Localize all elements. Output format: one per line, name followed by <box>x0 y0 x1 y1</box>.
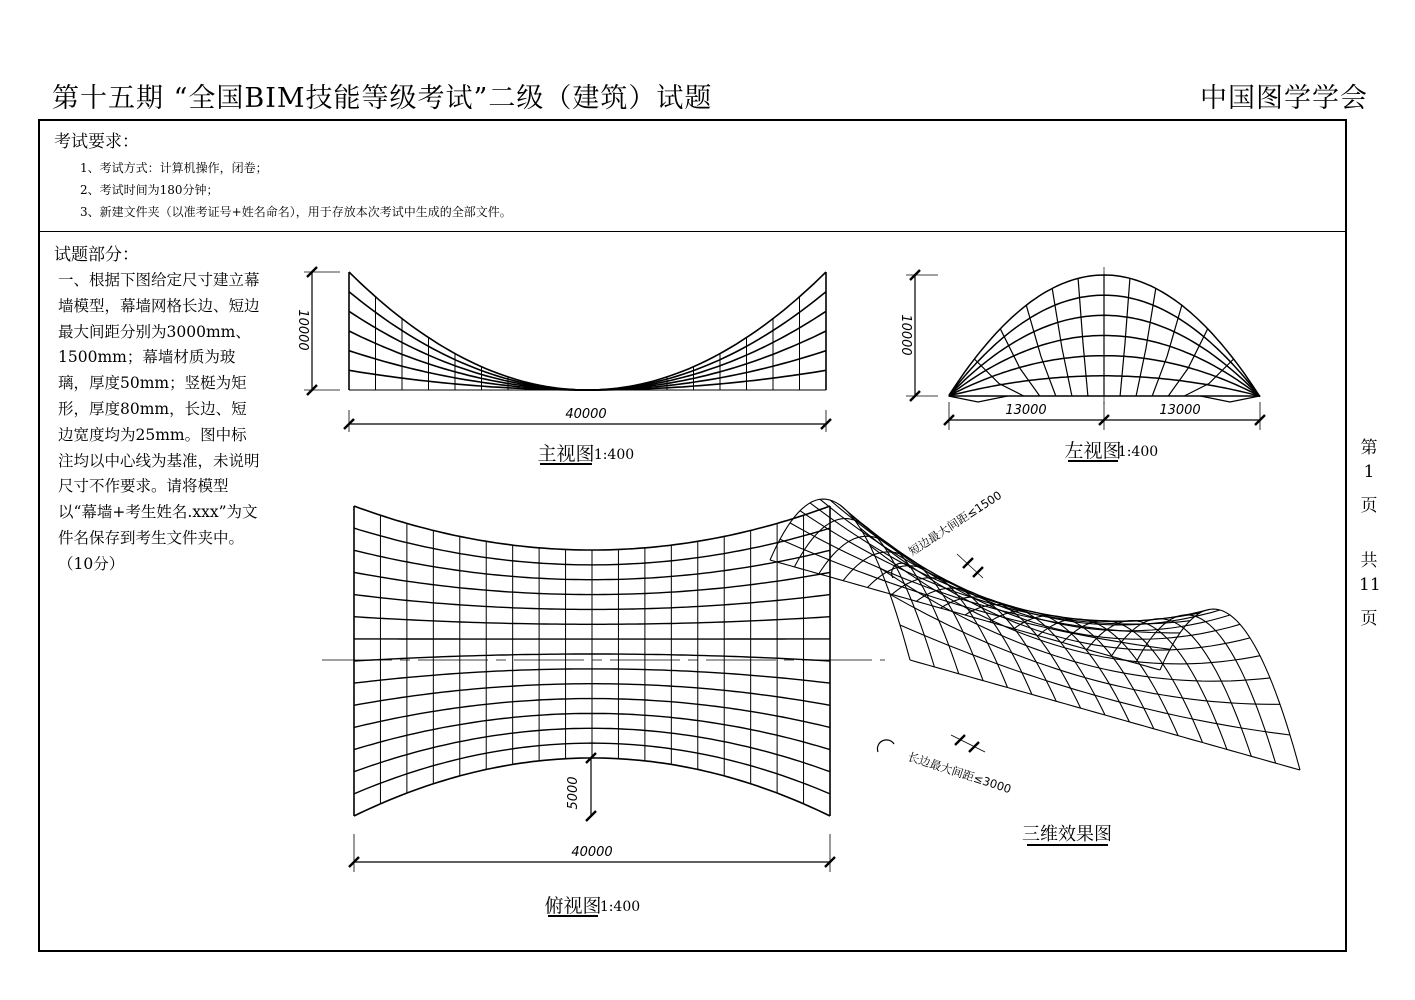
requirement-item: 1、考试方式：计算机操作，闭卷； <box>80 161 268 175</box>
iso-grid-line <box>819 536 959 674</box>
front-curve-line <box>349 272 826 390</box>
iso-grid-line <box>1136 615 1276 763</box>
front-curve-line <box>349 292 826 390</box>
requirements-heading: 考试要求： <box>54 132 139 152</box>
left-view-scale: 1:400 <box>1117 444 1159 460</box>
left-height-dim: 10000 <box>898 314 913 356</box>
short-edge-note: 短边最大间距≤1500 <box>906 488 1005 559</box>
page-label-char: 第 <box>1360 438 1378 458</box>
left-rib-line <box>1200 396 1259 402</box>
left-view-label: 左视图 <box>1064 440 1122 462</box>
page-label-char: 页 <box>1360 496 1378 516</box>
left-rib-line <box>949 396 1008 402</box>
front-view-label: 主视图 <box>537 443 595 465</box>
iso-grid-line <box>790 523 1180 633</box>
iso-view-label: 三维效果图 <box>1022 824 1112 845</box>
front-view-drawing <box>349 272 826 390</box>
page-label-char: 页 <box>1360 609 1378 629</box>
short-note-ext <box>957 554 983 578</box>
front-curve-line <box>349 351 826 390</box>
long-note-leader <box>877 740 894 752</box>
iso-grid-line <box>916 588 1056 701</box>
page-label-char: 共 <box>1360 551 1378 571</box>
long-edge-note: 长边最大间距≤3000 <box>906 749 1014 797</box>
long-note-tick <box>955 735 965 745</box>
left-dim-right: 13000 <box>1159 403 1201 418</box>
iso-grid-line <box>892 578 1032 695</box>
top-view-label: 俯视图 <box>544 895 602 917</box>
short-note-tick <box>973 567 983 577</box>
page-total: 11 <box>1359 575 1381 595</box>
requirement-item: 2、考试时间为180分钟； <box>80 183 219 197</box>
iso-grid-line <box>1160 609 1300 770</box>
top-view-scale: 1:400 <box>599 899 641 915</box>
long-note-tick <box>969 742 979 752</box>
iso-grid-line <box>820 499 1210 621</box>
left-dim-left: 13000 <box>1005 403 1047 418</box>
top-view-drawing <box>322 506 885 816</box>
issuer-name: 中国图学学会 <box>1200 83 1368 114</box>
iso-view-drawing <box>770 499 1300 770</box>
document-title: 第十五期 “全国BIM技能等级考试”二级（建筑）试题 <box>52 83 713 114</box>
page-number: 1 <box>1363 462 1375 482</box>
front-curve-line <box>349 311 826 390</box>
short-note-tick <box>963 558 973 568</box>
top-depth-dim: 5000 <box>566 776 581 810</box>
requirement-item: 3、新建文件夹（以准考证号+姓名命名），用于存放本次考试中生成的全部文件。 <box>80 205 512 219</box>
iso-grid-line <box>810 503 1200 621</box>
top-grid-row <box>354 758 830 816</box>
front-width-dim: 40000 <box>565 407 607 422</box>
front-view-scale: 1:400 <box>593 447 635 463</box>
question-body: 一、根据下图给定尺寸建立幕墙模型，幕墙网格长边、短边最大间距分别为3000mm、1500mm；幕墙材质为玻璃，厚度50mm；竖梃为矩形，厚度80mm，长边、短边宽度均为25mm。图中标注均以中心线为基准，未说明尺寸不作要求。请将模型以“幕墙+考生姓名.xxx”为文件名保存到考生文件夹中。（10分） <box>58 271 260 573</box>
top-width-dim: 40000 <box>571 845 613 860</box>
front-height-dim: 10000 <box>295 309 310 351</box>
left-view-drawing <box>949 267 1261 404</box>
question-heading: 试题部分： <box>54 245 139 265</box>
front-curve-line <box>349 370 826 390</box>
top-grid-row <box>354 506 830 550</box>
